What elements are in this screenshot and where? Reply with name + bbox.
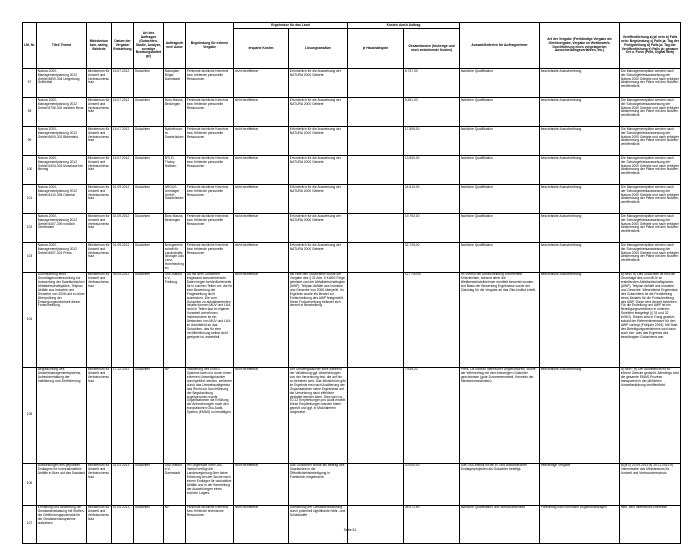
cell-loesung: Erforderlich für die Ausweisung der NATURA 2000 Gebiete [289,243,348,273]
cell-veroeffentlichung: Die Managementpläne werden nach der Schutzgebietsausweisung der Natura 2000 Gebiete und nach erfolgter Abstimmung der Pläne mit den Nutzern veröffentlicht. [620,243,681,273]
table-row [23,243,681,273]
cell-ersparte: nicht bezifferbar [234,243,289,273]
cell-nr: 103 [23,243,37,273]
cell-ersparte: nicht bezifferbar [234,69,289,98]
cell-auswahl: fachliche Qualifikation [460,98,540,127]
cell-veroeffentlichung: a) Nein, b) Das Gutachten ist erst die Grundlage des vom MUV zu erstellenden Abfallwirtschaftsplanes (AWP), Teilplan Abfälle aus Industrie und Gewerbe. Wesentliche Ergebnisse des Gutachtens ist die Feststellung eines Bedarfs für die Fortschreibung des AWP. Diese wird derzeit betrieben. Für die Erstellung und AWP ist ein Beteiligungsverfahren in unterem. Schriften festgelegt (§ 31 und 32 KrWG). Dieses wird in Gang gesetzt, sobald der Referentenentwurf für den AWP vorliegt (Frühjahr 2015). Mit Start des Beteiligungsverfahrens wird dann auch ihm: was das Ergebnis des beauftragten Gutachtens war. [620,272,681,367]
cell-begruendung: Fehlende fachliche Kenntnis bzw. fehlende personelle Ressourcen [186,98,234,127]
cell-titel: Natura 2000-Managementplanung 2012 Gebiet 6706-302 westlich Beus [37,98,87,127]
cell-vergabeart: beschränkte Ausschreibung [540,243,620,273]
cell-loesung: Erforderlich für die Ausweisung der NATURA 2000 Gebiete [289,127,348,156]
cell-datum: 15.07.2012 [112,98,134,127]
col-haushalt: je Haushaltsjahr [348,29,404,69]
cell-vergabeart: beschränkte Ausschreibung [540,272,620,367]
col-titel: Titel/ Thema [37,23,87,69]
col-group-ergebnisse: Ergebnisse für das Land [234,23,348,29]
cell-ministerium: Ministerium für Umwelt und Verbraucherschutz [87,463,112,505]
cell-auswahl: fachliche Qualifikation [460,127,540,156]
cell-haushalt [348,243,404,273]
cell-vergabeart: beschränkte Ausschreibung [540,367,620,463]
cell-loesung: Erforderlich für die Ausweisung der NATURA 2000 Gebiete [289,214,348,243]
cell-haushalt [348,156,404,185]
cell-art: Gutachten [134,127,164,156]
cell-ersparte: nicht bezifferbar [234,367,289,463]
cell-art: Gutachten [134,69,164,98]
cell-art: Gutachten [134,185,164,214]
cell-datum: 15.07.2012 [112,127,134,156]
cell-begruendung: Fehlende fachliche Kenntnis bzw. fehlende personelle Ressourcen [186,214,234,243]
cell-ministerium: Ministerium für Umwelt und Verbraucherschutz [87,69,112,98]
cell-ministerium: Ministerium für Umwelt und Verbraucherschutz [87,272,112,367]
cell-gesamt: 19.792,00 [404,214,460,243]
table-row [23,69,681,98]
cell-begruendung: Fehlende fachliche Kenntnis bzw. fehlende personelle Ressourcen [186,156,234,185]
cell-art: Gutachten [134,156,164,185]
cell-auftragnehmer: Öko-Institut e.V., Freiburg [164,272,186,367]
cell-auswahl: Im Vorfeld der Ausschreibung vorbereitete Kriterienliste, anhand derer die Wettbewerbsteilnehmer ermittelt bewertet wurden. Auf Basis der Bewertung Ergebnisse wurde der Zuschlag für die Vergabe an das Öko-Institut erteilt. [460,272,540,367]
cell-haushalt [348,272,404,367]
col-group-kosten: Kosten durch Auftrag [348,23,460,29]
cell-vergabeart: beschränkte Ausschreibung [540,69,620,98]
cell-titel: Natura 2000-Managementplanung 2012 Gebiet 6404-303 Moselaue bei Nennig [37,156,87,185]
cell-begruendung: Fehlende fachliche Kenntnis bzw. fehlende technische Ressourcen [186,505,234,543]
cell-nr: 105 [23,367,37,463]
cell-vergabeart: Freihändig nach formloser Angebotsanfragen [540,505,620,543]
cell-nr: 99 [23,127,37,156]
cell-auswahl: fachliche Qualifikation und Wirtschaftlichkeit [460,505,540,543]
cell-gesamt: 24.610,00 [404,185,460,214]
cell-loesung: Erforderlich für die Ausweisung der NATURA 2000 Gebiete [289,185,348,214]
cell-loesung: Der Umweltgutachter stellt während der Validierung ggf. Abweichungen von der Verordnung fest, die auf hin zu beheben sind. Das Ministerium gibt im Ergebnis erst nach Auditierung der Organisationen seine Ergebnisse auf die Umsetzung nach effektiver gestaltet werden kann. Dies wird ca. 10-12 Empfehlungen pro Audit erstellt. Diese Empfehlungen werden intern geprüft und ggf. in Maßnahmen umgesetzt. [289,367,348,463]
cell-nr: 102 [23,214,37,243]
cell-gesamt: 32.725,00 [404,243,460,273]
cell-nr: 107 [23,505,37,543]
cell-haushalt [348,185,404,214]
cell-ersparte: nicht bezifferbar [234,185,289,214]
cell-datum: 05.09.2012 [112,272,134,367]
cell-loesung: Mit Hilfe des Gutachtens wurde der Vorgabe des § 31 Abs. 5 KrWG Folge geleistet und der Abfallwirtschaftsplan (AWP), Teilplan Abfälle aus Industrie und Gewerbe von 2006 überprüft. Im Ergebnis wurde ein Bedarf zur Fortschreibung des AWP festgestellt. Diese Fortschreibung befindet sich derzeit in Bearbeitung. [289,272,348,367]
col-vergabeart: Art der Vergabe (Freihändige Vergabe als Direktvergabe, Vergabe im Wettbewerb, Durchführung eines vorgelagerten Ausschreibungsverfahren, etc.) [540,23,620,69]
cell-nr: 106 [23,463,37,505]
cell-auftragnehmer: Büro Mauss, Beckingen [164,214,186,243]
cell-veroeffentlichung: nein, kein öffentliches Interesse [620,505,681,543]
cell-titel: Ermittlung und Bewertung der Gewässerbelastung mit Stoffen, die Gefährdungspotenzial für die Gewässerökosysteme aufweisen [37,505,87,543]
cell-ersparte: nicht bezifferbar [234,156,289,185]
cell-vergabeart: beschränkte Ausschreibung [540,98,620,127]
table-row [23,463,681,505]
cell-gesamt: 38.972,50 [404,505,460,543]
cell-vergabeart: freihändige Vergabe [540,463,620,505]
cell-auftragnehmer: Bürogemeinschaft für Landschaftsökologie Udo Lenz, Hommerdingen [164,242,185,271]
cell-titel: Natura 2000-Managementplanung 2012 Gebiet 6507-301 Prims [37,243,87,273]
cell-haushalt [348,505,404,543]
cell-vergabeart: beschränkte Ausschreibung [540,127,620,156]
cell-auftragnehmer: NP [164,505,186,543]
cell-auftragnehmer: Öko-Institut e.V., Darmstadt [164,463,186,505]
cell-art: Gutachten [134,367,164,463]
cell-ersparte: nicht bezifferbar [234,463,289,505]
cell-gesamt: 5.361,00 [404,98,460,127]
cell-veroeffentlichung: Die Managementpläne werden nach der Schutzgebietsausweisung der Natura 2000 Gebiete und nach erfolgter Abstimmung der Pläne mit den Nutzern veröffentlicht. [620,98,681,127]
cell-titel: Natura 2000-Managementplanung 2012 Gebiet 6609-301 Birkenfeld [37,127,87,156]
cell-ministerium: Ministerium für Umwelt und Verbraucherschutz [87,367,112,463]
cell-gesamt: 117.700,00 [404,272,460,367]
table-row [23,98,681,127]
cell-haushalt [348,127,404,156]
cell-auftragnehmer: NP [164,367,186,463]
cell-auswahl: fachliche Qualifikation [460,214,540,243]
cell-titel: Natura 2000-Managementplanung 2012 Gebiet 6809-304 Umgebung Gräfinthal [37,69,87,98]
cell-veroeffentlichung: Die Managementpläne werden nach der Schutzgebietsausweisung der Natura 2000 Gebiete und nach erfolgter Abstimmung der Pläne mit den Nutzern veröffentlicht. [620,185,681,214]
col-auswahl: Auswahlkriterien für Auftragnehmer [460,23,540,69]
cell-ministerium: Ministerium für Umwelt und Verbraucherschutz [87,505,112,543]
cell-datum: 31.03.2013 [112,463,134,505]
table-row [23,127,681,156]
cell-gesamt: 17.898,00 [404,127,460,156]
table-row [23,214,681,243]
cell-vergabeart: beschränkte Ausschreibung [540,156,620,185]
cell-nr: 101 [23,185,37,214]
cell-titel: Auswirkungen des geplanten Endlagers für hochradioaktive Abfälle in Bure auf das Saarland [37,463,87,505]
cell-nr: 98 [23,98,37,127]
cell-art: Gutachten [134,272,164,367]
cell-ersparte: nicht bezifferbar [234,98,289,127]
col-auftragnehmer: Auftragnehmer/ Autor [164,23,186,69]
col-loesung: Lösungsansätze [289,29,348,69]
cell-nr: 97 [23,69,37,98]
cell-loesung: Erforderlich für die Ausweisung der NATURA 2000 Gebiete [289,98,348,127]
cell-loesung: Erforderlich für die Ausweisung der NATURA 2000 Gebiete [289,69,348,98]
cell-auswahl: fachliche Qualifikation [460,185,540,214]
cell-begruendung: Da mit dem Gutachten insgesamt abzudeckenden Daten liegen behördlicherseits für in solchen Teilen vor, die für eine Bewertung der Fragestellung nicht ausreichen. Die vom Gutachter zu aktualisierenden Inhalte können MUV und LUA nicht in Teilen fast im eigener Vorarbeit vornehmen. Insbesondere ist ein Abstecken von MUV und LUA im Arbeitsfeld an das Gutachten, das für eine Veröffentlichung selbst nicht geeignet ist, essentiell. [186,272,234,367]
cell-begruendung: Fehlende fachliche Kenntnis bzw. fehlende personelle Ressourcen [186,243,234,273]
cell-titel: Durchführung einer Grundlagenuntersuchung zur Auswertung der Saarländischen Abfallwirtschaftspläne, Teilplan Abfälle aus Industrie und Gewerbe von 2006 und zu einer Überprüfung der Entsorgungssicherheit dieser Fortschreibung [37,272,87,367]
cell-ersparte: nicht bezifferbar [234,505,289,543]
cell-datum: 15.07.2012 [112,156,134,185]
cell-vergabeart: beschränkte Ausschreibung [540,214,620,243]
cell-begruendung: Fehlende fachliche Kenntnis bzw. fehlende personelle Ressourcen [186,185,234,214]
cell-datum: 01.09.2012 [112,185,134,214]
page-number: Seite 51 [343,528,357,532]
cell-begruendung: Fehlende fachliche Kenntnis bzw. fehlende personelle Ressourcen [186,127,234,156]
col-veroeffentlichung: Veröffentlichung a) ja/ nein b) Falls nein: Begründung c) Falls ja: Tag der Fertigstellung d) Falls ja: Tag der Veröffentlichung e) Falls ja: genauer Ort u. Form (Print, Digital Web) [620,23,681,69]
cell-auftragnehmer: Naturplan Böger, Darmstadt [164,69,186,98]
cell-gesamt: 7.639,22 [404,367,460,463]
cell-auswahl: fachliche Qualifikation [460,156,540,185]
cell-veroeffentlichung: Die Managementpläne werden nach der Schutzgebietsausweisung der Natura 2000 Gebiete und nach erfolgter Abstimmung der Pläne mit den Nutzern veröffentlicht. [620,69,681,98]
cell-art: Gutachten [134,243,164,273]
document-page [22,22,680,544]
cell-loesung: Darstellung der Gewässerbelastung durch potentiell signifikante Nähr- und Schadstoffe [289,505,348,543]
cell-vergabeart: beschränkte Ausschreibung [540,185,620,214]
col-gesamt: Gesamtkosten (bisherige und noch entstehende Kosten) [404,29,460,69]
cell-haushalt [348,69,404,98]
cell-loesung: Das Gutachten wurde als Beitrag des Saarlandes in die Öffentlichkeitsbeteiligung in Frankreich eingebracht. [289,463,348,505]
cell-haushalt [348,98,404,127]
cell-datum: 15.07.2012 [112,69,134,98]
cell-auswahl: Das Öko-Institut ist bei in- und ausländischen Endlagerprojekten als Gutachter beteiligt. [460,463,540,505]
table-row [23,505,681,543]
cell-auswahl: fachliche Qualifikation [460,243,540,273]
cell-datum: 17.12.2012 [112,367,134,463]
cell-auftragnehmer: BTLÖ, Tholey Halborn [164,156,186,185]
cell-gesamt: 13.509,00 [404,156,460,185]
cell-auftragnehmer: NaturHorizont, Saarbrücken [164,127,186,156]
cell-veroeffentlichung: Die Managementpläne werden nach der Schutzgebietsausweisung der Natura 2000 Gebiete und nach erfolgter Abstimmung der Pläne mit den Nutzern veröffentlicht. [620,127,681,156]
cell-begruendung: Validierung des EMAS-Systems kann nur durch einen externen Umweltgutachter durchgeführt werden, welchem durch das Umweltauditgesetz das Recht zur Durchführung der Begutachtung zugesprochen wurde. Organisationen die Erfüllung der Anforderungen nach den europäischen Öko-Audit-System (EMAS) zu bestätigen. [186,367,234,463]
cell-ministerium: Ministerium für Umwelt und Verbraucherschutz [87,185,112,214]
cell-titel: Natura 2000-Managementplanung 2012 Gebiet 6410-305 Ostertal [37,185,87,214]
cell-ministerium: Ministerium für Umwelt und Verbraucherschutz [87,243,112,273]
cell-ministerium: Ministerium für Umwelt und Verbraucherschutz [87,98,112,127]
table-row [23,185,681,214]
cell-ersparte: nicht bezifferbar [234,127,289,156]
cell-art: Gutachten [134,463,164,505]
cell-ersparte: nicht bezifferbar [234,272,289,367]
cell-datum: 01.04.2013 [112,505,134,543]
cell-auswahl: Preis. Da nahezu identischer Angebotspreis, wurde der Wertvertrag mit dem bisherigen Gutachter geschlossen (gute Zusammenarbeit, Kenntnis der Ministeriumsstruktur). [460,367,540,463]
cell-auftragnehmer: Büro Mauss, Beckingen [164,98,186,127]
report-table [22,22,681,544]
cell-veroeffentlichung: Die Managementpläne werden nach der Schutzgebietsausweisung der Natura 2000 Gebiete und nach erfolgter Abstimmung der Pläne mit den Nutzern veröffentlicht. [620,214,681,243]
cell-begruendung: Im Gegensatz zum Öko-Institut verfügt die Landesregierung über keine Erfahrung bei der Suche nach einem Endlager für radioaktive Abfälle und in der Beurteilung der Auswirkungen eines solchen Lagers. [186,463,234,505]
cell-begruendung: Fehlende fachliche Kenntnis bzw. fehlende personelle Ressourcen [186,69,234,98]
cell-auswahl: fachliche Qualifikation [460,69,540,98]
cell-haushalt [348,463,404,505]
col-ministerium: Ministerium bzw. nachg. Behörde [87,23,112,69]
col-begruendung: Begründung für externe Vergabe [186,23,234,69]
cell-ministerium: Ministerium für Umwelt und Verbraucherschutz [87,156,112,185]
cell-veroeffentlichung: a) ja c) 23.09.2013 d) 19.11.2013 e) Internetseite des Ministeriums für Umwelt und Verbraucherschutz [620,463,681,505]
cell-veroeffentlichung: Die Managementpläne werden nach der Schutzgebietsausweisung der Natura 2000 Gebiete und nach erfolgter Abstimmung der Pläne mit den Nutzern veröffentlicht. [620,156,681,185]
cell-haushalt [348,367,404,463]
cell-ministerium: Ministerium für Umwelt und Verbraucherschutz [87,214,112,243]
cell-art: Gutachten [134,214,164,243]
cell-art: Gutachten [134,98,164,127]
table-row [23,367,681,463]
col-art: Art des Auftrages (Gutachten, Studie, Analyse, sonstige Beratungsaufträge) [134,23,164,69]
cell-loesung: Erforderlich für die Ausweisung der NATURA 2000 Gebiete [289,156,348,185]
col-lfd-nr: Lfd. Nr. [23,23,37,69]
cell-titel: Natura 2000-Managementplanung 2012 Gebiet 6407-309 nördlich Oberthalen [37,214,87,243]
cell-gesamt: 6.737,00 [404,69,460,98]
table-row [23,156,681,185]
cell-gesamt: 20.000,00 [404,463,460,505]
cell-datum: 01.09.2012 [112,243,134,273]
col-datum: Datum der Vergabe/ Entstehung [112,23,134,69]
table-row [23,272,681,367]
cell-datum: 01.09.2012 [112,214,134,243]
cell-nr: 104 [23,272,37,367]
cell-auftragnehmer: ARGUS Ummagel GmbH, Saarbrücken [164,185,186,214]
cell-ersparte: nicht bezifferbar [234,214,289,243]
cell-veroeffentlichung: a) Nein ; b) Der Auditbericht ist für interne Zwecke gedacht. Allerdings wird die gesamte EMAS-Prozess transparent in der jährlichen Umwelterklärung veröffentlicht. [620,367,681,463]
cell-titel: Begutachtung des Umweltmanagementsystems, Aufrechterhaltung der Validierung und Zertifizierung [37,367,87,463]
col-ersparte: ersparte Kosten [234,29,289,69]
cell-haushalt [348,214,404,243]
cell-art: Gutachten [134,505,164,543]
cell-nr: 100 [23,156,37,185]
cell-ministerium: Ministerium für Umwelt und Verbraucherschutz [87,127,112,156]
